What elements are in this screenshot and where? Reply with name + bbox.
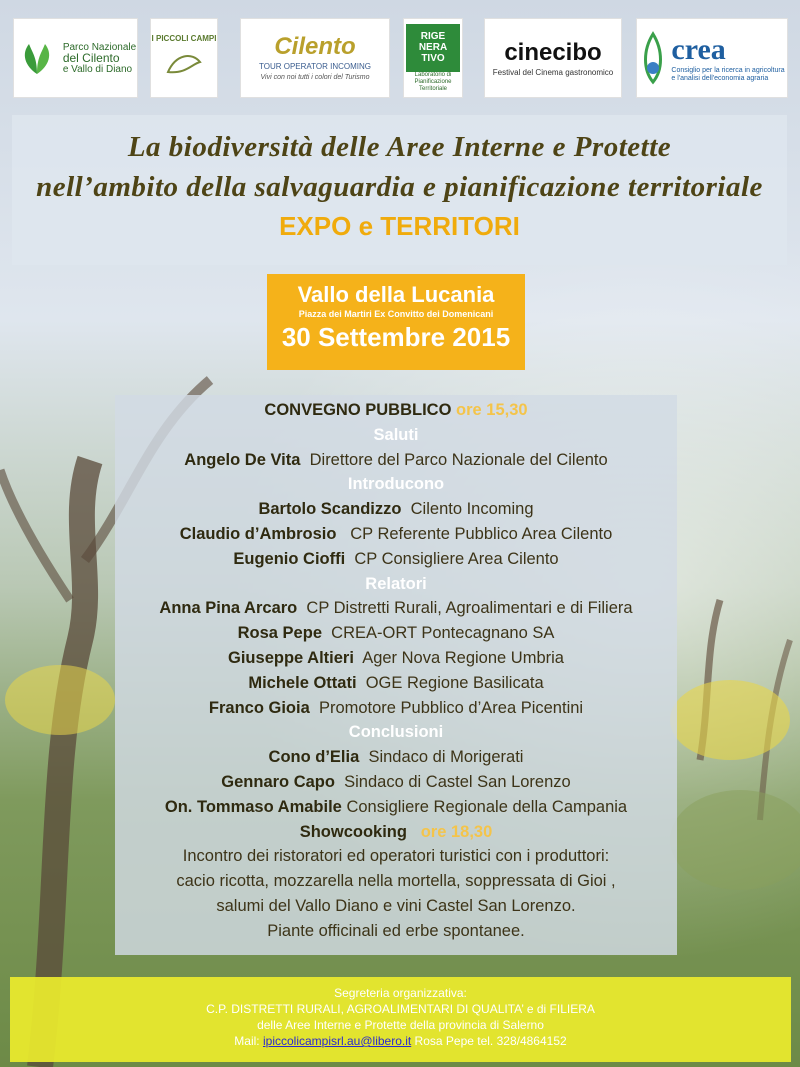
piccoli-campi-logo: [150, 18, 218, 98]
convegno-row: [115, 398, 677, 423]
program-box: [115, 395, 677, 955]
event-date-box: [267, 274, 525, 370]
speaker-role: CP Distretti Rurali, Agroalimentari e di Filiera: [306, 599, 633, 618]
event-place: Piazza dei Martiri Ex Convitto dei Domenicani: [298, 309, 494, 319]
speaker-name: Angelo De Vita: [184, 450, 301, 469]
speaker-role: CREA-ORT Pontecagnano SA: [331, 624, 555, 643]
speaker-name: Anna Pina Arcaro: [159, 599, 298, 618]
nera-text: NERA: [418, 42, 448, 53]
speaker-name: On. Tommaso Amabile: [164, 797, 342, 816]
footer-line-1: Segreteria organizzativa:: [334, 986, 467, 1000]
showcooking-row: [115, 820, 677, 845]
speaker-role: Consigliere Regionale della Campania: [346, 797, 628, 816]
event-date: 30 Settembre 2015: [281, 322, 511, 352]
footer-mail-label: Mail:: [234, 1034, 260, 1048]
title-line-1: La biodiversità delle Aree Interne e Protette: [127, 131, 672, 163]
speaker-row: [115, 795, 677, 820]
crea-subtitle-2: e l'analisi dell'economia agraria: [671, 75, 769, 82]
parco-cilento-logo: [13, 18, 138, 98]
footer-contact-row: [10, 1033, 791, 1049]
cilento-incoming-logo: [240, 18, 390, 98]
logo-strip: [0, 0, 800, 112]
piccoli-campi-text: I PICCOLI CAMPI: [151, 33, 217, 43]
speaker-name: Franco Gioia: [208, 698, 310, 717]
cilento-tagline: Vivi con noi tutti i colori del Turismo: [260, 74, 370, 81]
speaker-row: [115, 596, 677, 621]
rige-text: RIGE: [420, 31, 446, 42]
footer-line-2: C.P. DISTRETTI RURALI, AGROALIMENTARI DI QUALITA’ e di FILIERA: [206, 1002, 595, 1016]
showcooking-time: ore 18,30: [420, 822, 493, 841]
speaker-role: OGE Regione Basilicata: [365, 673, 544, 692]
speaker-row: [115, 497, 677, 522]
speaker-role: Direttore del Parco Nazionale del Cilento: [309, 450, 608, 469]
crea-subtitle-1: Consiglio per la ricerca in agricoltura: [671, 67, 785, 74]
cinecibo-logo: [484, 18, 622, 98]
showcooking-desc-3: salumi del Vallo Diano e vini Castel San Lorenzo.: [216, 896, 576, 915]
speaker-name: Rosa Pepe: [237, 624, 322, 643]
crea-text: crea: [671, 33, 726, 66]
speaker-role: CP Consigliere Area Cilento: [354, 549, 559, 568]
dove-icon: [162, 44, 206, 84]
cilento-text: Cilento: [274, 33, 356, 60]
cinecibo-subtitle: Festival del Cinema gastronomico: [492, 67, 614, 77]
rigenerattivo-subtitle: Laboratorio di Pianificazione Territoriale: [414, 71, 452, 92]
speaker-name: Giuseppe Altieri: [228, 648, 354, 667]
speaker-name: Gennaro Capo: [221, 772, 335, 791]
rigenerattivo-logo: [403, 18, 463, 98]
convegno-time: ore 15,30: [456, 401, 528, 419]
speaker-name: Claudio d’Ambrosio: [179, 524, 337, 543]
cinecibo-text: cinecibo: [504, 38, 602, 66]
speaker-row: [115, 448, 677, 473]
footer-box: [10, 977, 791, 1062]
expo-subtitle: EXPO e TERRITORI: [279, 211, 520, 241]
footer-email-link[interactable]: ipiccolicampisrl.au@libero.it: [262, 1034, 412, 1048]
speaker-row: [115, 671, 677, 696]
event-city: Vallo della Lucania: [297, 282, 495, 307]
speaker-role: Sindaco di Morigerati: [368, 748, 524, 767]
speaker-name: Bartolo Scandizzo: [258, 500, 402, 519]
showcooking-desc-1: Incontro dei ristoratori ed operatori turistici con i produttori:: [182, 847, 610, 866]
speaker-row: [115, 621, 677, 646]
showcooking-desc-4: Piante officinali ed erbe spontanee.: [267, 921, 525, 940]
speaker-row: [115, 522, 677, 547]
title-line-2: nell’ambito della salvaguardia e pianificazione territoriale: [36, 171, 763, 203]
parco-line1: Parco Nazionale: [62, 41, 137, 53]
speaker-name: Michele Ottati: [248, 673, 357, 692]
tivo-text: TIVO: [421, 53, 445, 64]
cilento-subtitle: TOUR OPERATOR INCOMING: [258, 62, 371, 71]
speaker-row: [115, 547, 677, 572]
speaker-role: Ager Nova Regione Umbria: [362, 648, 564, 667]
speaker-row: [115, 770, 677, 795]
speaker-role: Sindaco di Castel San Lorenzo: [344, 772, 571, 791]
speaker-row: [115, 745, 677, 770]
section-introducono: Introducono: [347, 475, 445, 494]
convegno-label: CONVEGNO PUBBLICO: [264, 401, 452, 419]
title-box: [12, 115, 787, 265]
crea-logo: [636, 18, 788, 98]
speaker-row: [115, 696, 677, 721]
parco-line3: e Vallo di Diano: [62, 63, 133, 75]
speaker-role: Promotore Pubblico d’Area Picentini: [318, 698, 584, 717]
parco-line2: del Cilento: [62, 50, 120, 65]
footer-line-3: delle Aree Interne e Protette della provincia di Salerno: [257, 1018, 544, 1032]
footer-contact: Rosa Pepe tel. 328/4864152: [411, 1034, 567, 1048]
section-saluti: Saluti: [373, 425, 419, 444]
section-relatori: Relatori: [365, 574, 427, 593]
speaker-row: [115, 646, 677, 671]
parco-leaf-icon: [15, 36, 59, 80]
crea-drop-icon: [639, 30, 667, 86]
speaker-role: CP Referente Pubblico Area Cilento: [350, 524, 613, 543]
showcooking-desc-2: cacio ricotta, mozzarella nella mortella, soppressata di Gioi ,: [176, 872, 616, 891]
section-conclusioni: Conclusioni: [348, 723, 444, 742]
showcooking-label: Showcooking: [299, 822, 407, 841]
speaker-name: Cono d’Elia: [268, 748, 360, 767]
speaker-role: Cilento Incoming: [410, 500, 534, 519]
speaker-name: Eugenio Cioffi: [233, 549, 346, 568]
